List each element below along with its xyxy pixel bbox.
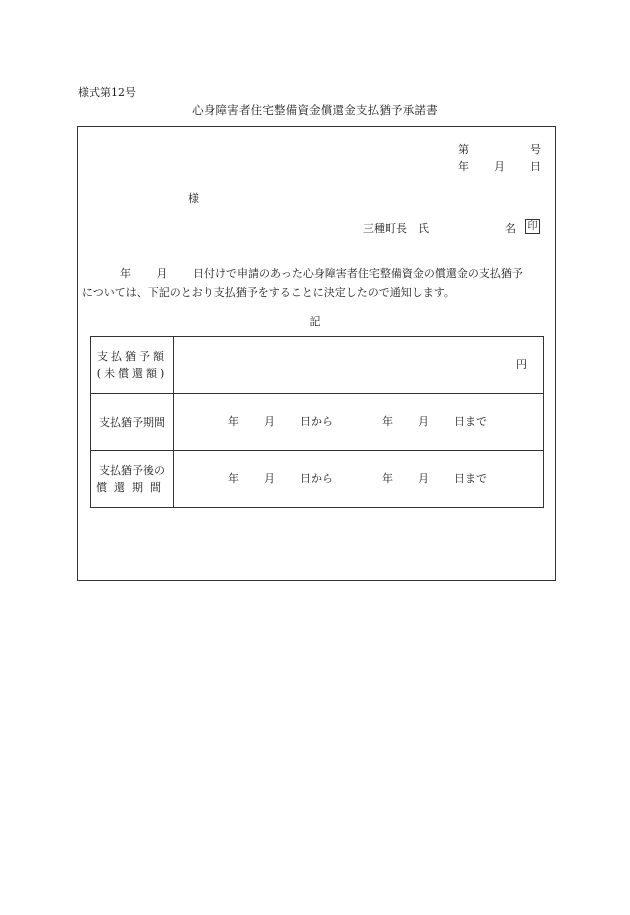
to-day: 日まで [454,415,487,428]
seal-mark: 印 [525,219,540,234]
yen-unit: 円 [516,358,527,371]
form-number: 様式第12号 [78,86,136,99]
repayment-period-label-line1: 支払猶予後の [99,464,165,477]
issue-number-prefix: 第 [458,143,469,156]
table-row [91,451,544,508]
to-year: 年 [382,415,393,428]
issue-date-year: 年 [458,160,469,173]
from-day: 日から [300,415,333,428]
deferred-amount-label-line1: 支払猶予額 [97,350,167,363]
issuer-title: 三種町長 氏 [363,222,429,235]
body-text-line-1: 年 月 日付けで申請のあった心身障害者住宅整備資金の償還金の支払猶予 [120,267,523,280]
to-day: 日まで [454,472,487,485]
from-year: 年 [228,472,239,485]
issue-number-suffix: 号 [530,143,541,156]
repayment-period-label-line2: 償還期間 [96,481,168,494]
repayment-period-label [91,451,174,508]
table-row [91,337,544,394]
to-year: 年 [382,472,393,485]
body-text-line-2: については、下記のとおり支払猶予をすることに決定したので通知します。 [82,286,455,299]
deferred-amount-label-line2: (未償還額) [96,367,168,380]
addressee-honorific: 様 [188,192,199,205]
document-title: 心身障害者住宅整備資金償還金支払猶予承諾書 [192,103,438,117]
deferred-amount-cell [174,337,544,394]
issue-date-month: 月 [494,160,505,173]
detail-table [90,336,544,508]
to-month: 月 [418,472,429,485]
deferral-period-cell [174,394,544,451]
repayment-period-cell [174,451,544,508]
issuer-name-label: 名 [505,222,516,235]
deferral-period-label: 支払猶予期間 [91,394,174,451]
deferred-amount-label [91,337,174,394]
from-year: 年 [228,415,239,428]
ki-heading: 記 [309,315,321,328]
from-month: 月 [264,415,275,428]
to-month: 月 [418,415,429,428]
from-month: 月 [264,472,275,485]
table-row [91,394,544,451]
from-day: 日から [300,472,333,485]
issue-date-day: 日 [530,160,541,173]
